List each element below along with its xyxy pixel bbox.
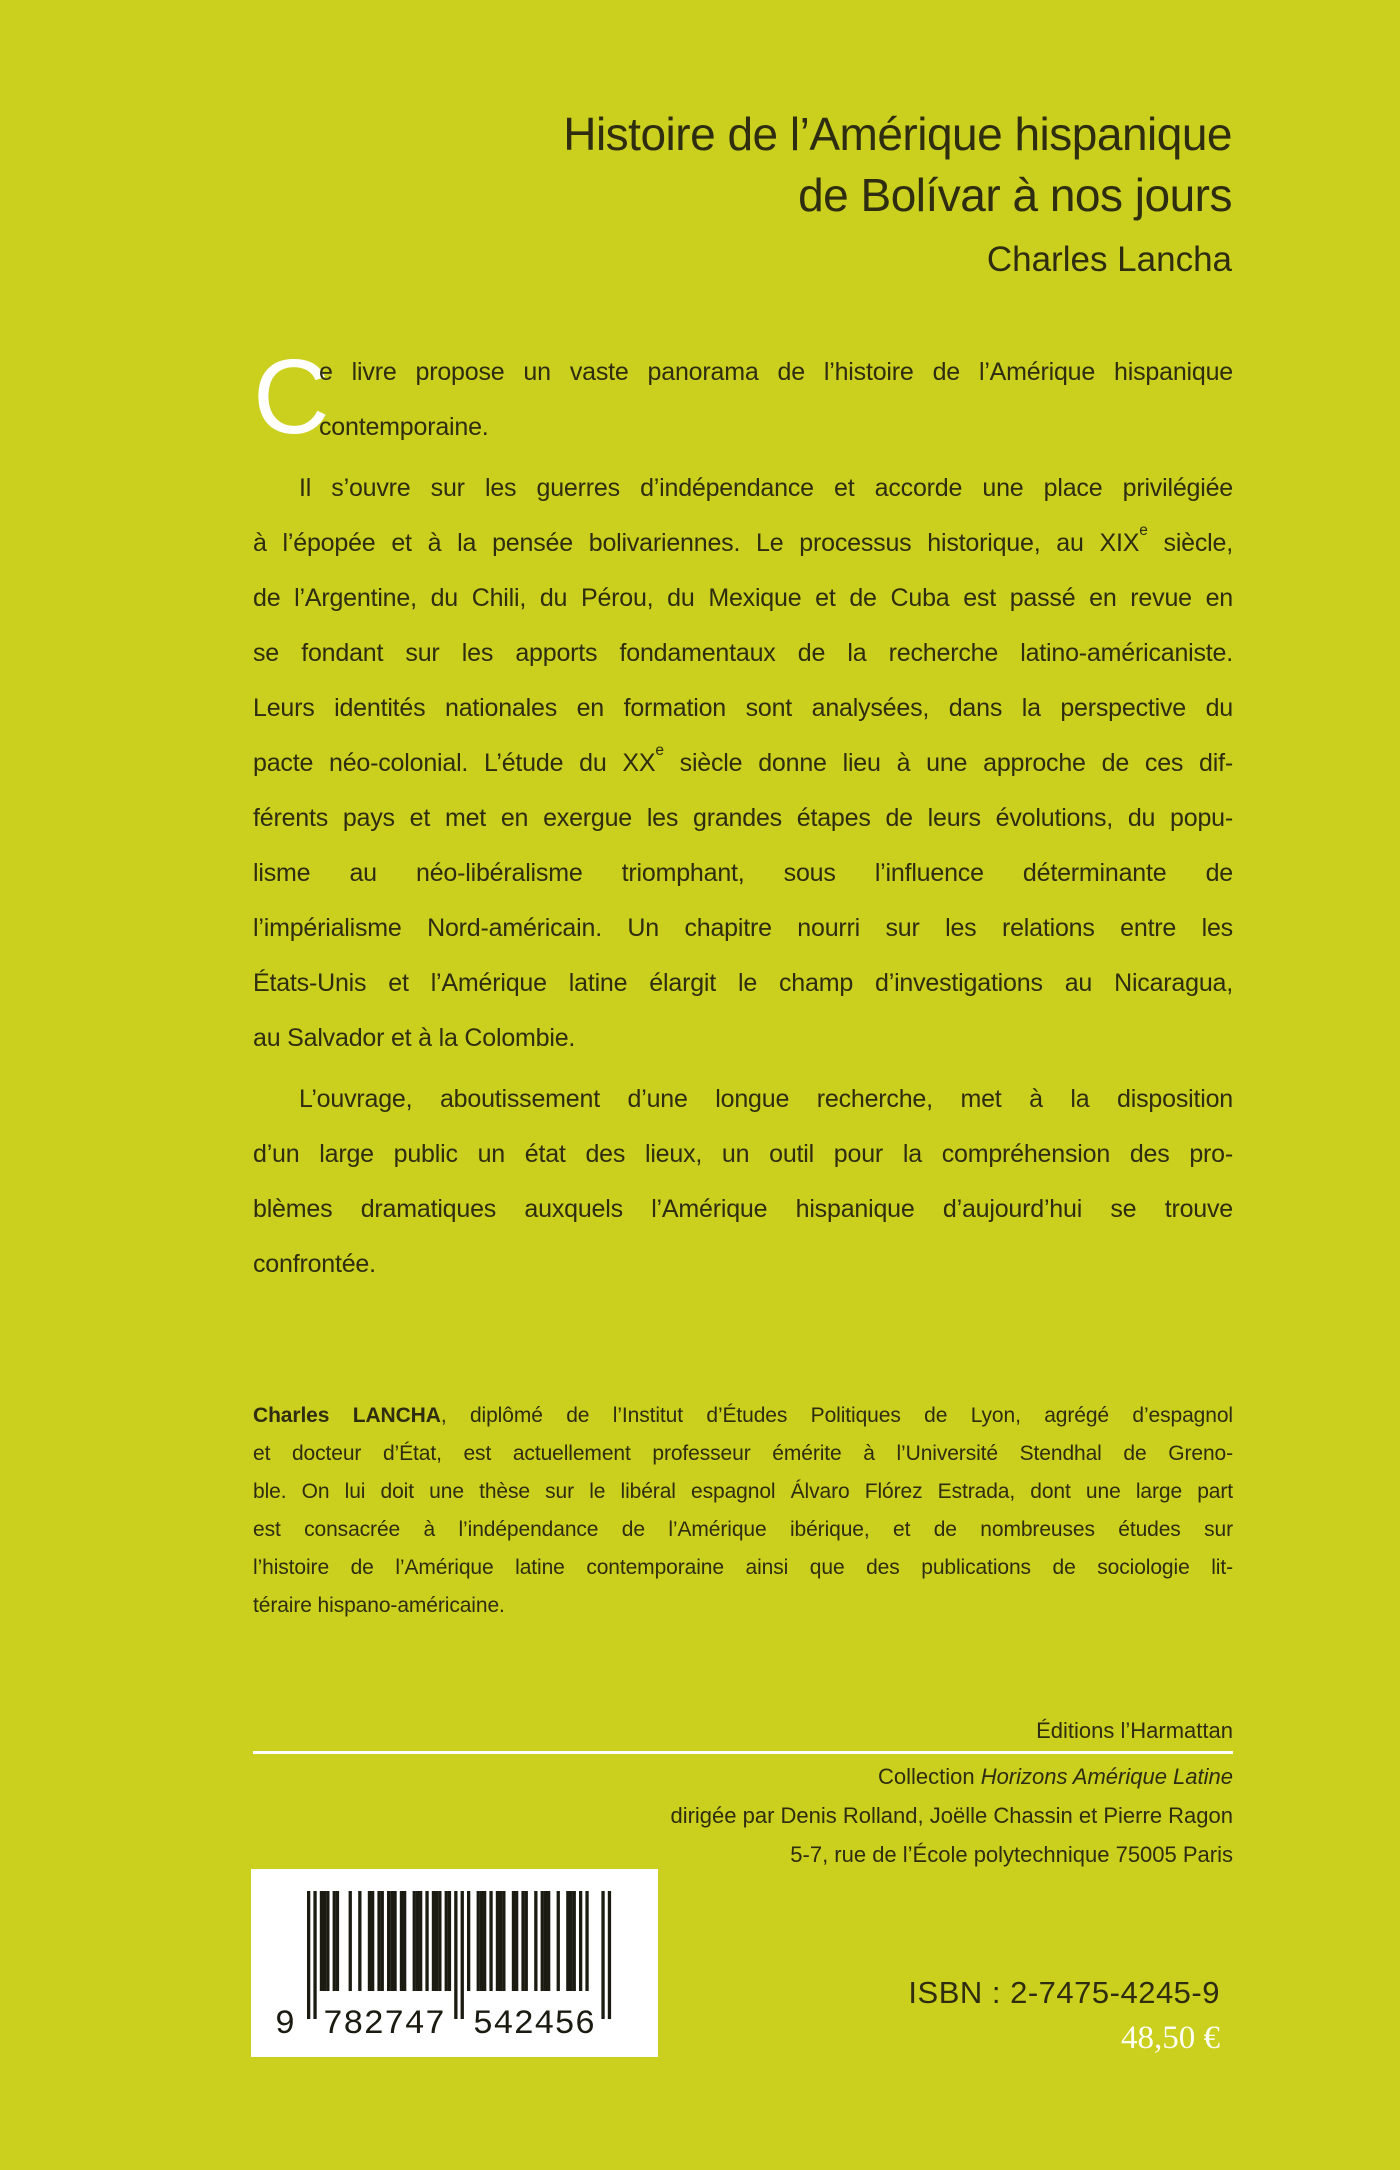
book-title-line-1: Histoire de l’Amérique hispanique xyxy=(563,108,1232,160)
author-name: Charles Lancha xyxy=(986,240,1232,279)
collection-label: Collection xyxy=(877,1764,981,1789)
isbn-text: ISBN : 2-7475-4245-9 xyxy=(908,1975,1220,2010)
text-line: Il s’ouvre sur les guerres d’indépendance et accorde une place privilégiée xyxy=(299,474,1233,502)
price-text: 48,50 € xyxy=(1121,2020,1220,2056)
text-line: téraire hispano-américaine. xyxy=(253,1594,505,1617)
collection-title: Horizons Amérique Latine xyxy=(980,1764,1233,1789)
paragraph-lines xyxy=(319,345,1233,455)
text-line: d’un large public un état des lieux, un outil pour la compréhension des pro- xyxy=(253,1140,1233,1168)
text-line: au Salvador et à la Colombie. xyxy=(253,1024,576,1052)
author-bio xyxy=(253,1397,1233,1625)
text-line: Charles LANCHA, diplômé de l’Institut d’Études Politiques de Lyon, agrégé d’espagnol xyxy=(253,1404,1233,1427)
text-line: confrontée. xyxy=(253,1250,376,1278)
barcode-digits: 542456 xyxy=(472,2006,596,2043)
collection-directors: dirigée par Denis Rolland, Joëlle Chassin et Pierre Ragon xyxy=(670,1803,1233,1828)
text-line: à l’épopée et à la pensée bolivariennes. Le processus historique, au XIXe siècle, xyxy=(253,521,1233,557)
divider-rule xyxy=(253,1751,1233,1754)
synopsis xyxy=(253,338,1233,1292)
book-title-line-2: de Bolívar à nos jours xyxy=(798,169,1232,221)
text-line: L’ouvrage, aboutissement d’une longue recherche, met à la disposition xyxy=(299,1085,1233,1113)
publisher-address: 5-7, rue de l’École polytechnique 75005 Paris xyxy=(790,1842,1233,1867)
publisher-name: Éditions l’Harmattan xyxy=(1036,1718,1233,1743)
text-line: férents pays et met en exergue les grandes étapes de leurs évolutions, du popu- xyxy=(253,804,1233,832)
text-line: l’histoire de l’Amérique latine contemporaine ainsi que des publications de sociologie lit- xyxy=(253,1556,1233,1579)
text-line: lisme au néo-libéralisme triomphant, sous l’influence déterminante de xyxy=(253,859,1233,887)
barcode-digits: 782747 xyxy=(322,2006,446,2043)
synopsis-paragraph-2 xyxy=(253,461,1233,1066)
collection-line xyxy=(253,1757,1233,1796)
synopsis-paragraph-1 xyxy=(253,338,1233,456)
text-line: se fondant sur les apports fondamentaux de la recherche latino-américaniste. xyxy=(253,639,1233,667)
synopsis-paragraph-3 xyxy=(253,1072,1233,1292)
text-line: blèmes dramatiques auxquels l’Amérique hispanique d’aujourd’hui se trouve xyxy=(253,1195,1233,1223)
text-line: e livre propose un vaste panorama de l’histoire de l’Amérique hispanique xyxy=(319,358,1233,386)
barcode-digits: 9 xyxy=(274,2006,296,2043)
text-line: est consacrée à l’indépendance de l’Amérique ibérique, et de nombreuses études sur xyxy=(253,1518,1233,1541)
text-line: ble. On lui doit une thèse sur le libéral espagnol Álvaro Flórez Estrada, dont une large part xyxy=(253,1480,1233,1503)
barcode-svg xyxy=(267,1883,639,2043)
dropcap-letter: C xyxy=(253,338,330,456)
text-line: États-Unis et l’Amérique latine élargit le champ d’investigations au Nicaragua, xyxy=(253,969,1233,997)
title-block xyxy=(253,104,1232,282)
text-line: l’impérialisme Nord-américain. Un chapitre nourri sur les relations entre les xyxy=(253,914,1233,942)
text-line: et docteur d’État, est actuellement professeur émérite à l’Université Stendhal de Greno- xyxy=(253,1442,1233,1465)
text-line: de l’Argentine, du Chili, du Pérou, du Mexique et de Cuba est passé en revue en xyxy=(253,584,1233,612)
text-line: Leurs identités nationales en formation sont analysées, dans la perspective du xyxy=(253,694,1233,722)
text-line: contemporaine. xyxy=(319,413,489,441)
text-line: pacte néo-colonial. L’étude du XXe siècle donne lieu à une approche de ces dif- xyxy=(253,741,1233,777)
publisher-block xyxy=(253,1712,1233,1874)
